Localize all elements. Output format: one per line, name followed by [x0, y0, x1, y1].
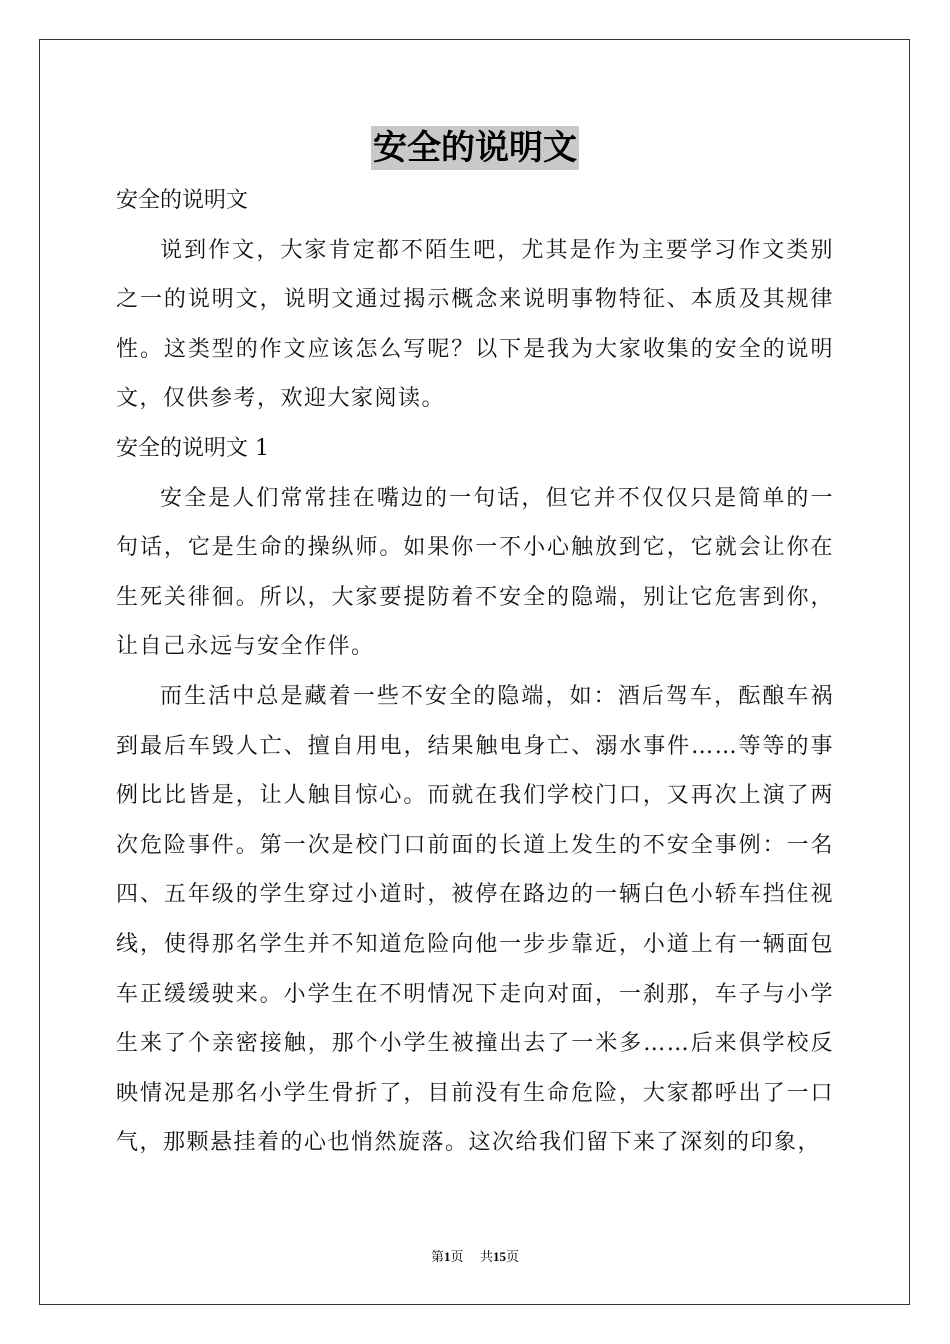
total-suffix: 页: [506, 1250, 520, 1265]
section-heading: 安全的说明文: [116, 188, 249, 213]
document-title: 安全的说明文: [373, 128, 577, 168]
paragraph: 说到作文，大家肯定都不陌生吧，尤其是作为主要学习作文类别之一的说明文，说明文通过揭示概念来说明事物特征、本质及其规律性。这类型的作文应该怎么写呢？以下是我为大家收集的安全的说明文，仅供参考，欢迎大家阅读。: [116, 237, 834, 412]
total-pages: 15: [493, 1249, 507, 1264]
paragraph: 而生活中总是藏着一些不安全的隐端，如：酒后驾车，酝酿车祸到最后车毁人亡、擅自用电，结果触电身亡、溺水事件……等等的事例比比皆是，让人触目惊心。而就在我们学校门口，又再次上演了两次危险事件。第一次是校门口前面的长道上发生的不安全事例：一名四、五年级的学生穿过小道时，被停在路边的一辆白色小轿车挡住视线，使得那名学生并不知道危险向他一步步靠近，小道上有一辆面包车正缓缓驶来。小学生在不明情况下走向对面，一刹那，车子与小学生来了个亲密接触，那个小学生被撞出去了一米多……后来俱学校反映情况是那名小学生骨折了，目前没有生命危险，大家都呼出了一口气，那颗悬挂着的心也悄然旋落。这次给我们留下来了深刻的印象，: [116, 683, 834, 1156]
page-footer: [0, 1246, 950, 1265]
paragraph: 安全是人们常常挂在嘴边的一句话，但它并不仅仅只是简单的一句话，它是生命的操纵师。如果你一不小心触放到它，它就会让你在生死关徘徊。所以，大家要提防着不安全的隐端，别让它危害到你，让自己永远与安全作伴。: [116, 485, 834, 660]
page-label-suffix: 页: [450, 1250, 464, 1265]
document-body: [116, 176, 834, 1168]
total-prefix: 共: [480, 1250, 494, 1265]
title-container: [0, 126, 950, 170]
section-heading: 安全的说明文 1: [116, 435, 269, 461]
page-label-prefix: 第: [430, 1250, 444, 1265]
page-number: 1: [443, 1249, 451, 1264]
